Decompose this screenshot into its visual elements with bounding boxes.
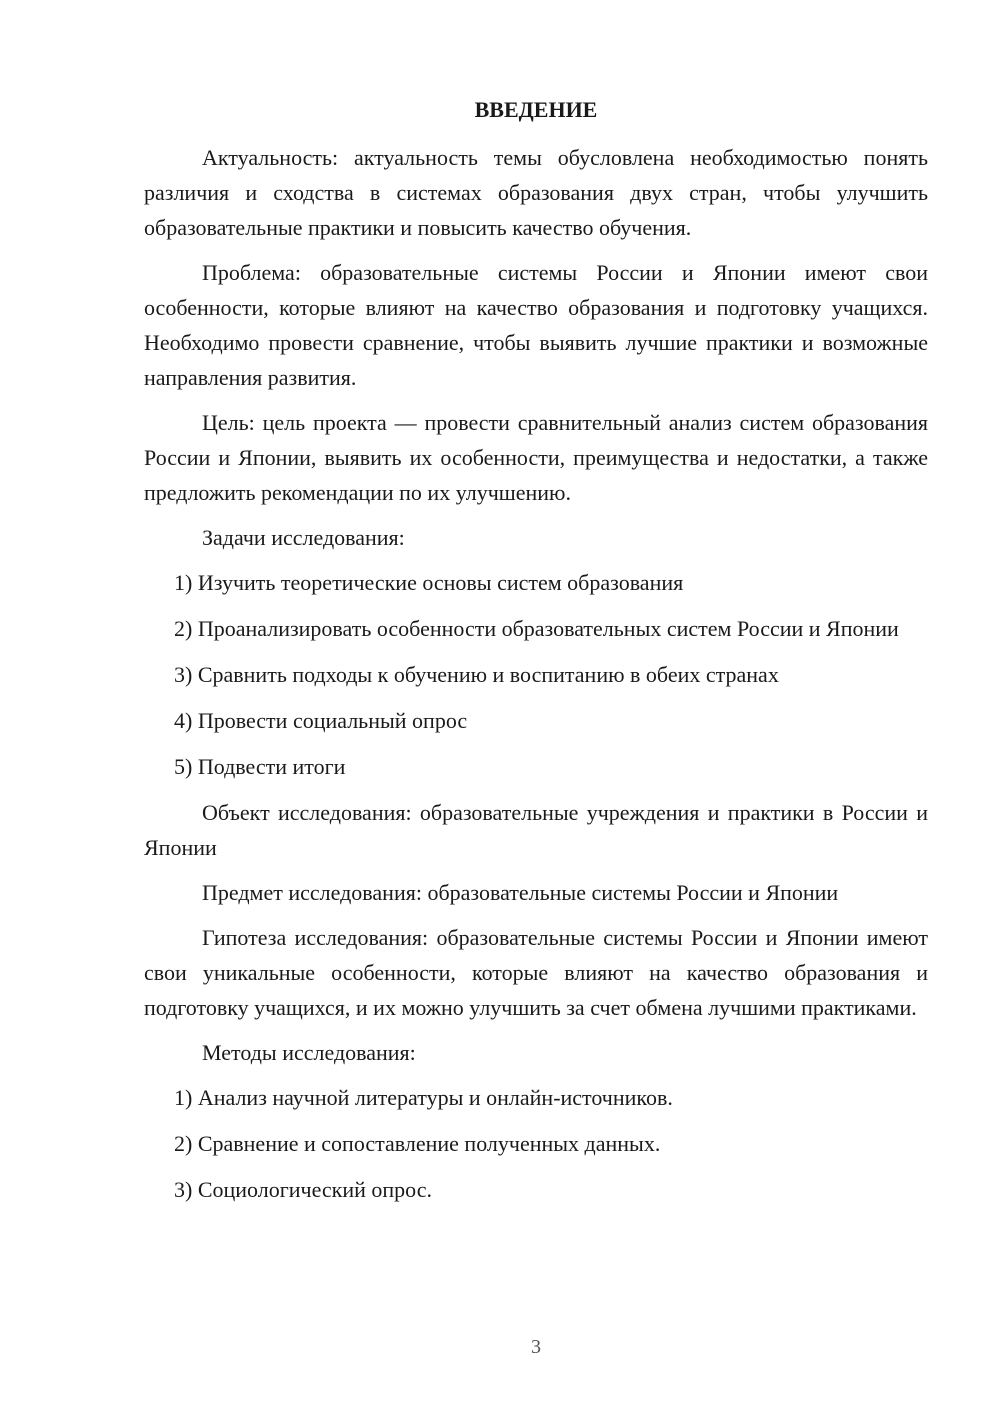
method-item: 3) Социологический опрос. [174, 1177, 432, 1202]
page-number: 3 [531, 1336, 541, 1358]
paragraph-object: Объект исследования: образовательные учреждения и практики в России и Японии [144, 800, 928, 860]
paragraph-relevance: Актуальность: актуальность темы обусловлена необходимостью понять различия и сходства в системах образования двух стран, чтобы улучшить образовательные практики и повысить качество обучения. [144, 145, 928, 240]
paragraph-subject: Предмет исследования: образовательные системы России и Японии [202, 880, 839, 905]
method-item: 1) Анализ научной литературы и онлайн-источников. [174, 1085, 673, 1110]
paragraph-goal: Цель: цель проекта — провести сравнительный анализ систем образования России и Японии, выявить их особенности, преимущества и недостатки, а также предложить рекомендации по их улучшению. [144, 410, 928, 505]
method-item: 2) Сравнение и сопоставление полученных данных. [174, 1131, 661, 1156]
methods-heading: Методы исследования: [202, 1040, 416, 1065]
task-item: 3) Сравнить подходы к обучению и воспитанию в обеих странах [174, 662, 779, 687]
task-item: 1) Изучить теоретические основы систем образования [174, 570, 684, 595]
document-page [144, 96, 928, 1218]
document-title: ВВЕДЕНИЕ [474, 97, 598, 122]
task-item: 5) Подвести итоги [174, 754, 346, 779]
task-item: 2) Проанализировать особенности образовательных систем России и Японии [174, 616, 899, 641]
paragraph-hypothesis: Гипотеза исследования: образовательные системы России и Японии имеют свои уникальные особенности, которые влияют на качество образования и подготовку учащихся, и их можно улучшить за счет обмена лучшими практиками. [144, 925, 928, 1020]
tasks-heading: Задачи исследования: [202, 525, 405, 550]
task-item: 4) Провести социальный опрос [174, 708, 468, 733]
paragraph-problem: Проблема: образовательные системы России и Японии имеют свои особенности, которые влияют на качество образования и подготовку учащихся. Необходимо провести сравнение, чтобы выявить лучшие практики и возможные направления развития. [144, 260, 928, 390]
